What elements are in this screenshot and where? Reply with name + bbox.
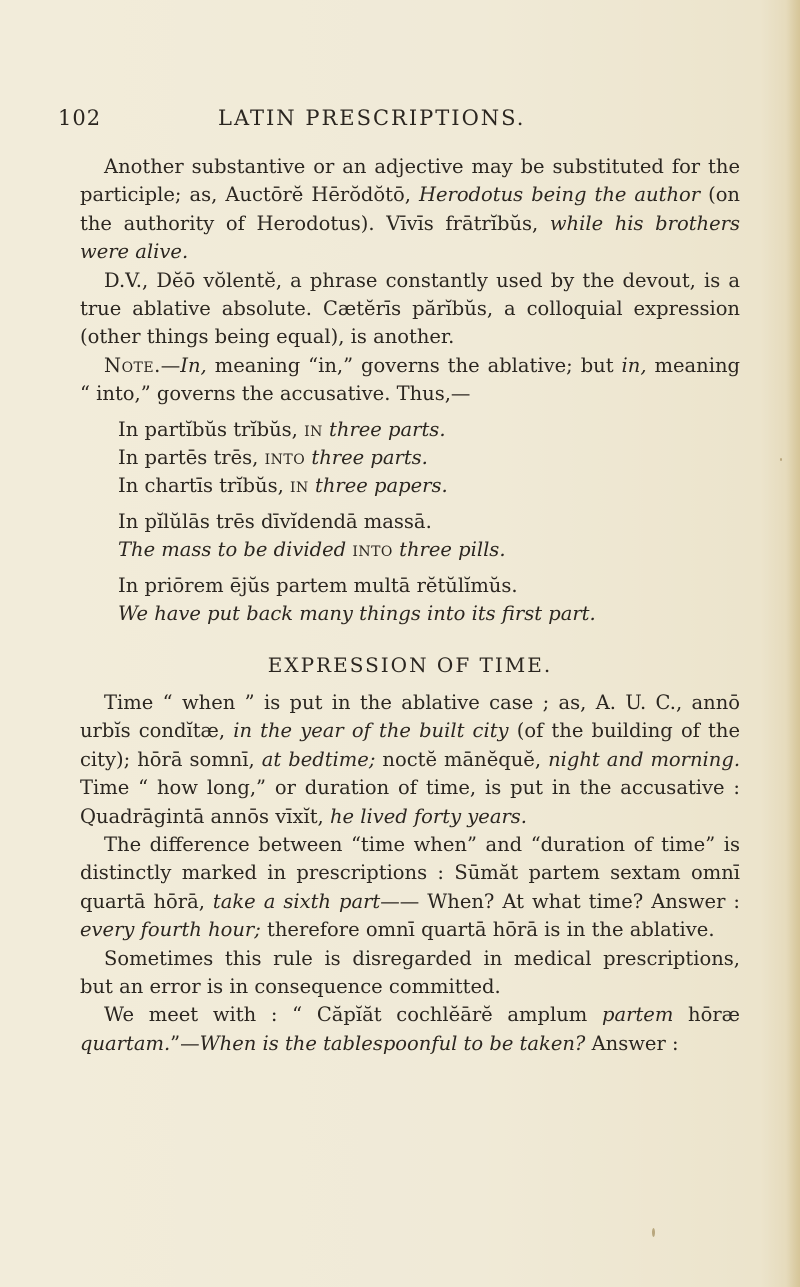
paragraph-difference: The difference between “time when” and “duration of time” is distinctly marked in prescriptions : Sūmăt partem sextam omnī quartā hōrā, take a sixth part—— When? At what time? Answer : every fourth hour; therefore omnī quartā hōrā is in the ablative.: [80, 832, 740, 942]
page-edge: [786, 0, 800, 1287]
example-line: In partĭbŭs trĭbŭs, in three parts.: [118, 417, 446, 441]
paragraph-rule-disregarded: Sometimes this rule is disregarded in medical prescriptions, but an error is in consequence committed.: [80, 946, 740, 998]
paragraph-time-when: Time “ when ” is put in the ablative case ; as, A. U. C., annō urbĭs condĭtæ, in the year of the built city (of the building of the city); hōrā somnī, at bedtime; noctĕ mānĕquĕ, night and morning. Time “ how long,” or duration of time, is put in the accusative : Quadrāgintā annōs vīxĭt, he lived forty years.: [80, 690, 741, 828]
paragraph-example-error: We meet with : “ Căpĭăt cochlĕārĕ amplum partem hōræ quartam.”—When is the tablespoonful to be taken? Answer :: [80, 1003, 740, 1055]
example-line: In pĭlŭlās trēs dīvĭdendā massā.: [118, 509, 432, 533]
example-line: We have put back many things into its first part.: [118, 602, 596, 626]
paper-speck: [652, 1228, 655, 1237]
paper-speck: [780, 458, 782, 461]
section-heading: EXPRESSION OF TIME.: [267, 652, 553, 677]
note-label: Note.: [104, 353, 161, 377]
page-number: 102: [58, 106, 102, 130]
example-line: In priōrem ējŭs partem multā rĕtŭlĭmŭs.: [118, 573, 518, 597]
example-line: In chartīs trĭbŭs, in three papers.: [118, 474, 448, 498]
example-line: In partēs trēs, into three parts.: [118, 446, 428, 470]
page-header: [58, 106, 748, 136]
page-body: [80, 153, 740, 1058]
example-line: The mass to be divided into three pills.: [118, 538, 506, 562]
running-title: LATIN PRESCRIPTIONS.: [218, 106, 526, 130]
paragraph-note: Note.—In, meaning “in,” governs the ablative; but in, meaning “ into,” governs the accusative. Thus,—: [80, 353, 740, 406]
paragraph-substitution: Another substantive or an adjective may be substituted for the participle; as, Auctōrĕ Hērŏdŏtō, Herodotus being the author (on the authority of Herodotus). Vīvīs frātrĭbŭs, while his brothers were alive.: [80, 155, 740, 264]
paragraph-deo-volente: D.V., Dĕō vŏlentĕ, a phrase constantly used by the devout, is a true ablative absolute. Cætĕrīs părĭbŭs, a colloquial expression (other things being equal), is another.: [80, 268, 740, 349]
